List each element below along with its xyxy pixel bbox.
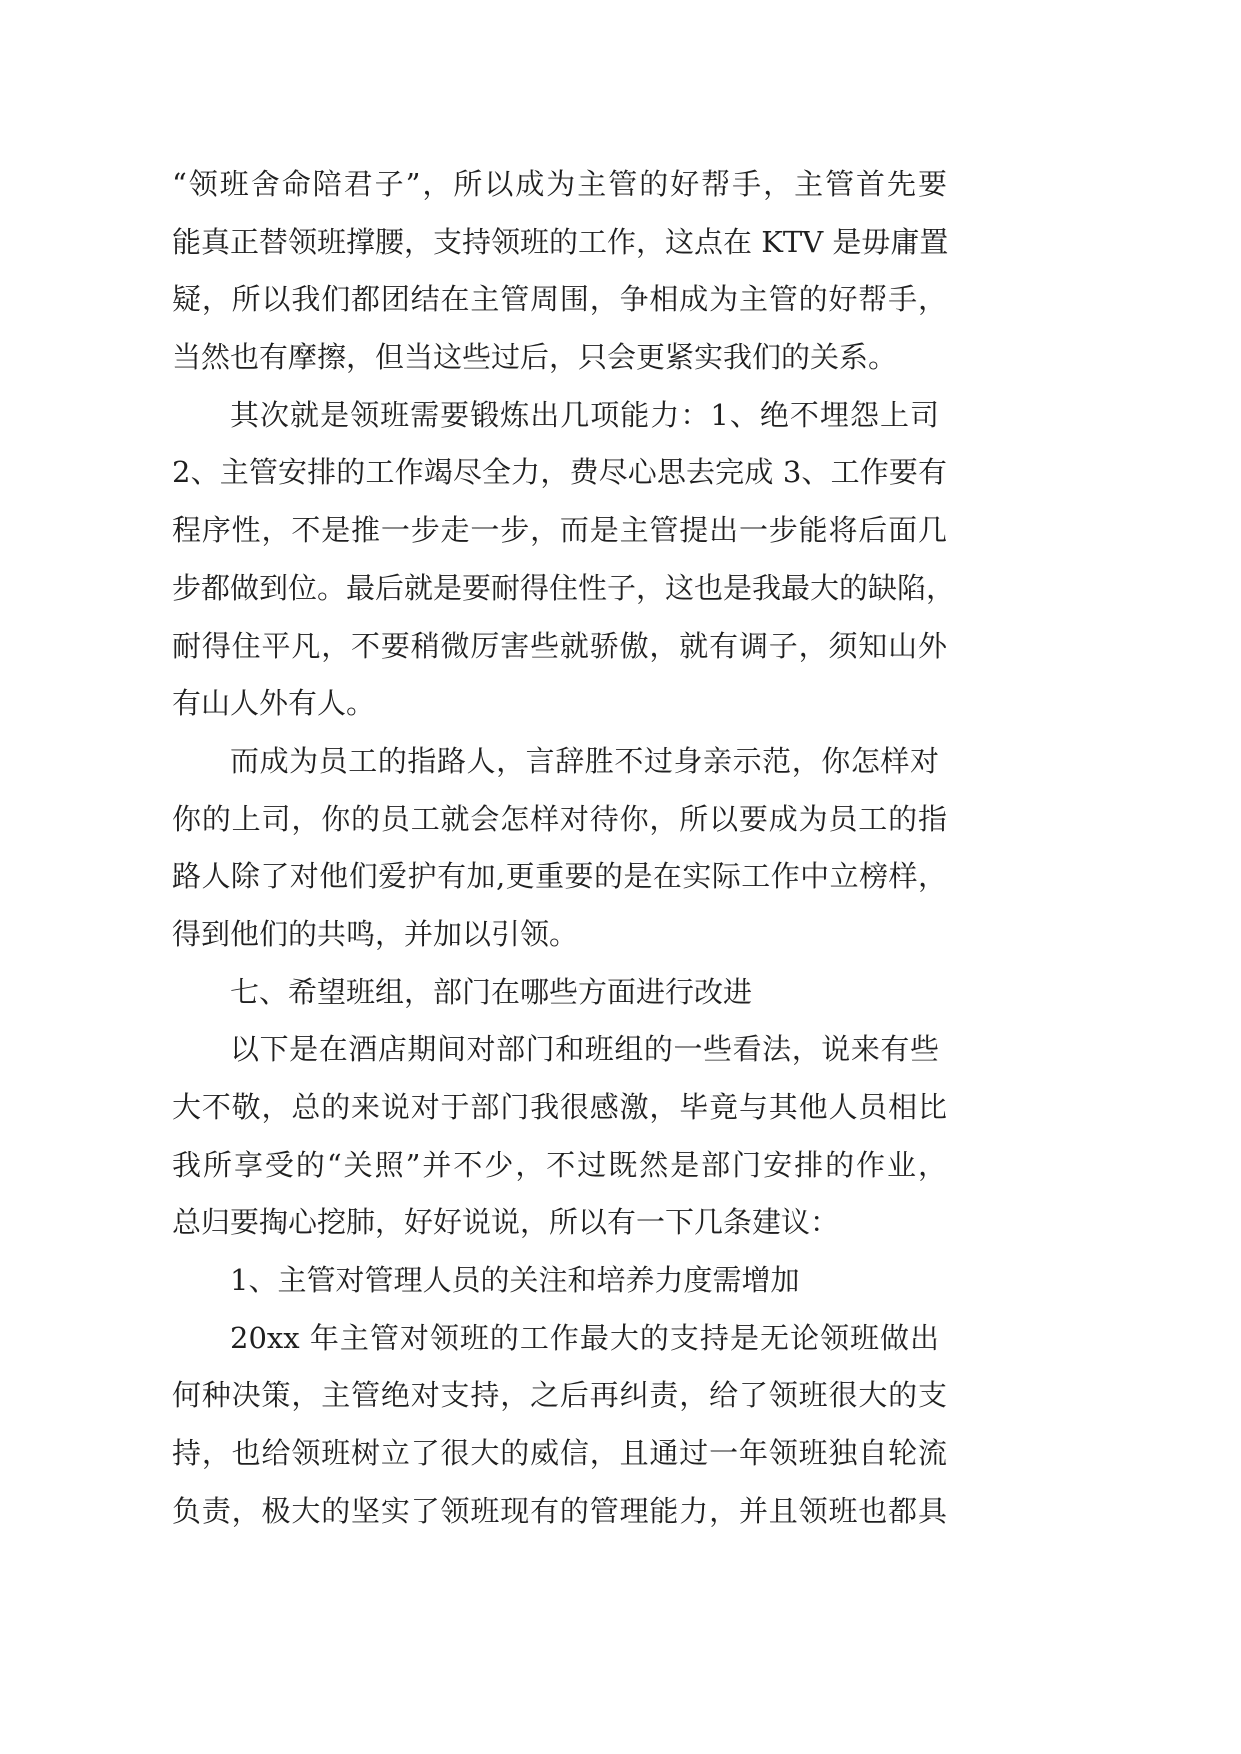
paragraph (172, 1021, 947, 1252)
section-heading (172, 964, 947, 1022)
text-line: 而成为员工的指路人，言辞胜不过身亲示范，你怎样对 (230, 743, 939, 778)
text-line: 有山人外有人。 (172, 686, 376, 721)
text-line: 疑，所以我们都团结在主管周围，争相成为主管的好帮手， (172, 282, 947, 317)
document-body (172, 156, 956, 1541)
text-line: 得到他们的共鸣，并加以引领。 (172, 916, 579, 951)
text-line: 程序性，不是推一步走一步，而是主管提出一步能将后面几 (172, 513, 947, 548)
text-line: 我所享受的“关照”并不少，不过既然是部门安排的作业， (172, 1147, 947, 1182)
text-line: 当然也有摩擦，但当这些过后，只会更紧实我们的关系。 (172, 340, 898, 375)
text-line: 其次就是领班需要锻炼出几项能力：1、绝不埋怨上司 (230, 397, 939, 432)
text-line: 负责，极大的坚实了领班现有的管理能力，并且领班也都具 (172, 1493, 947, 1528)
text-line: 路人除了对他们爱护有加,更重要的是在实际工作中立榜样， (172, 859, 947, 894)
text-line: 大不敬，总的来说对于部门我很感激，毕竟与其他人员相比 (172, 1090, 947, 1124)
paragraph (172, 156, 947, 387)
text-line: 何种决策，主管绝对支持，之后再纠责，给了领班很大的支 (172, 1378, 947, 1413)
subsection-heading (172, 1252, 947, 1310)
paragraph (172, 387, 956, 733)
text-line: “领班舍命陪君子”，所以成为主管的好帮手，主管首先要 (172, 167, 947, 201)
text-line: 耐得住平凡，不要稍微厉害些就骄傲，就有调子，须知山外 (172, 628, 947, 663)
text-line: 你的上司，你的员工就会怎样对待你，所以要成为员工的指 (172, 801, 947, 836)
paragraph (172, 1310, 947, 1541)
text-line: 能真正替领班撑腰，支持领班的工作，这点在 KTV 是毋庸置 (172, 224, 949, 259)
text-line: 以下是在酒店期间对部门和班组的一些看法，说来有些 (230, 1032, 939, 1067)
text-line: 20xx 年主管对领班的工作最大的支持是无论领班做出 (230, 1320, 939, 1355)
text-line: 七、希望班组，部门在哪些方面进行改进 (230, 974, 753, 1009)
text-line: 总归要掏心挖肺，好好说说，所以有一下几条建议： (172, 1205, 840, 1240)
text-line: 1、主管对管理人员的关注和培养力度需增加 (230, 1263, 800, 1298)
text-line: 步都做到位。最后就是要耐得住性子，这也是我最大的缺陷， (172, 570, 956, 605)
text-line: 持，也给领班树立了很大的威信，且通过一年领班独自轮流 (172, 1436, 947, 1471)
text-line: 2、主管安排的工作竭尽全力，费尽心思去完成 3、工作要有 (172, 455, 947, 490)
paragraph (172, 733, 947, 964)
